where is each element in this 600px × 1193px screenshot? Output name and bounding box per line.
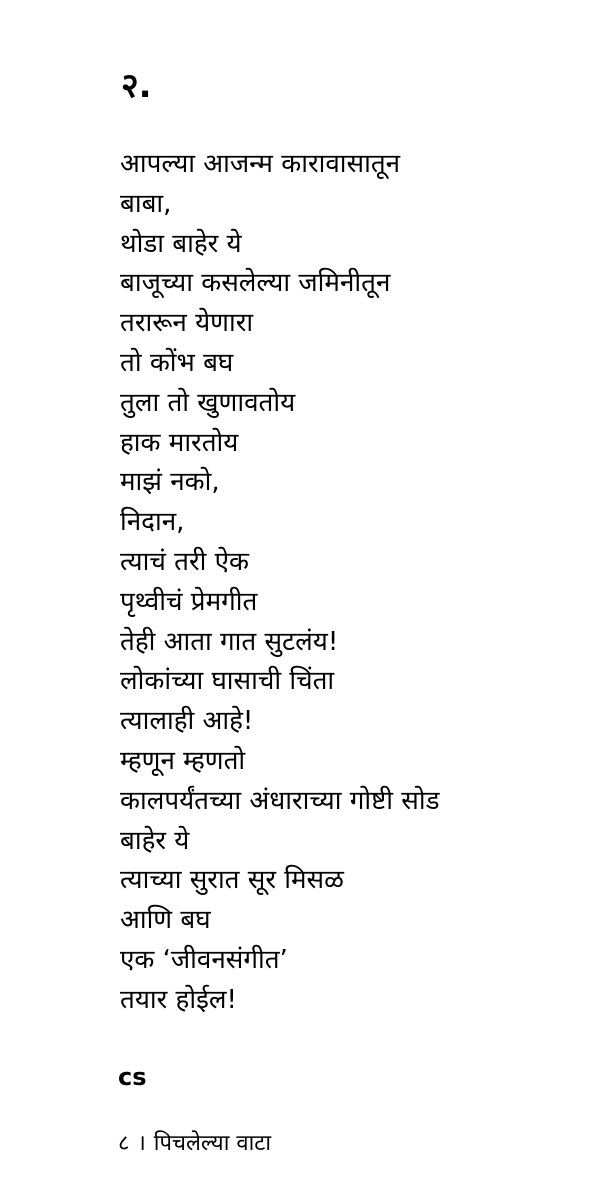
poem-line: त्याचं तरी ऐक — [120, 546, 249, 577]
page-footer — [118, 1128, 271, 1160]
poem-line: तरारून येणारा — [120, 308, 254, 339]
poem-line: बाहेर ये — [120, 825, 190, 856]
book-title: पिचलेल्या वाटा — [153, 1131, 272, 1156]
poem-line: त्यालाही आहे! — [120, 706, 254, 737]
poem-line: पृथ्वीचं प्रेमगीत — [120, 586, 258, 617]
poem-line: एक ‘जीवनसंगीत’ — [120, 944, 288, 975]
poem-line: तो कोंभ बघ — [120, 347, 234, 378]
poem-line: कालपर्यंतच्या अंधाराच्या गोष्टी सोड — [120, 785, 440, 816]
poem-line: आणि बघ — [120, 905, 211, 936]
poem-line: आपल्या आजन्म कारावासातून — [120, 149, 401, 179]
poem-line: तुला तो खुणावतोय — [120, 387, 296, 418]
poem-line: तेही आता गात सुटलंय! — [120, 626, 339, 657]
poem-line: हाक मारतोय — [120, 427, 239, 458]
poem-line: माझं नको, — [120, 467, 220, 498]
page-number: ८ — [118, 1131, 130, 1156]
poem-line: थोडा बाहेर ये — [120, 228, 242, 259]
poem-line: निदान, — [120, 507, 185, 538]
poem-line: लोकांच्या घासाची चिंता — [120, 666, 335, 697]
poem-line: बाजूच्या कसलेल्या जमिनीतून — [120, 268, 391, 299]
end-ornament: cs — [118, 1063, 147, 1091]
poem-body — [120, 145, 439, 1021]
footer-separator: । — [137, 1131, 146, 1156]
poem-line: म्हणून म्हणतो — [120, 745, 246, 776]
poem-line: बाबा, — [120, 188, 172, 219]
poem-line: त्याच्या सुरात सूर मिसळ — [120, 865, 344, 896]
poem-line: तयार होईल! — [120, 984, 237, 1015]
poem-number: २. — [121, 66, 152, 106]
